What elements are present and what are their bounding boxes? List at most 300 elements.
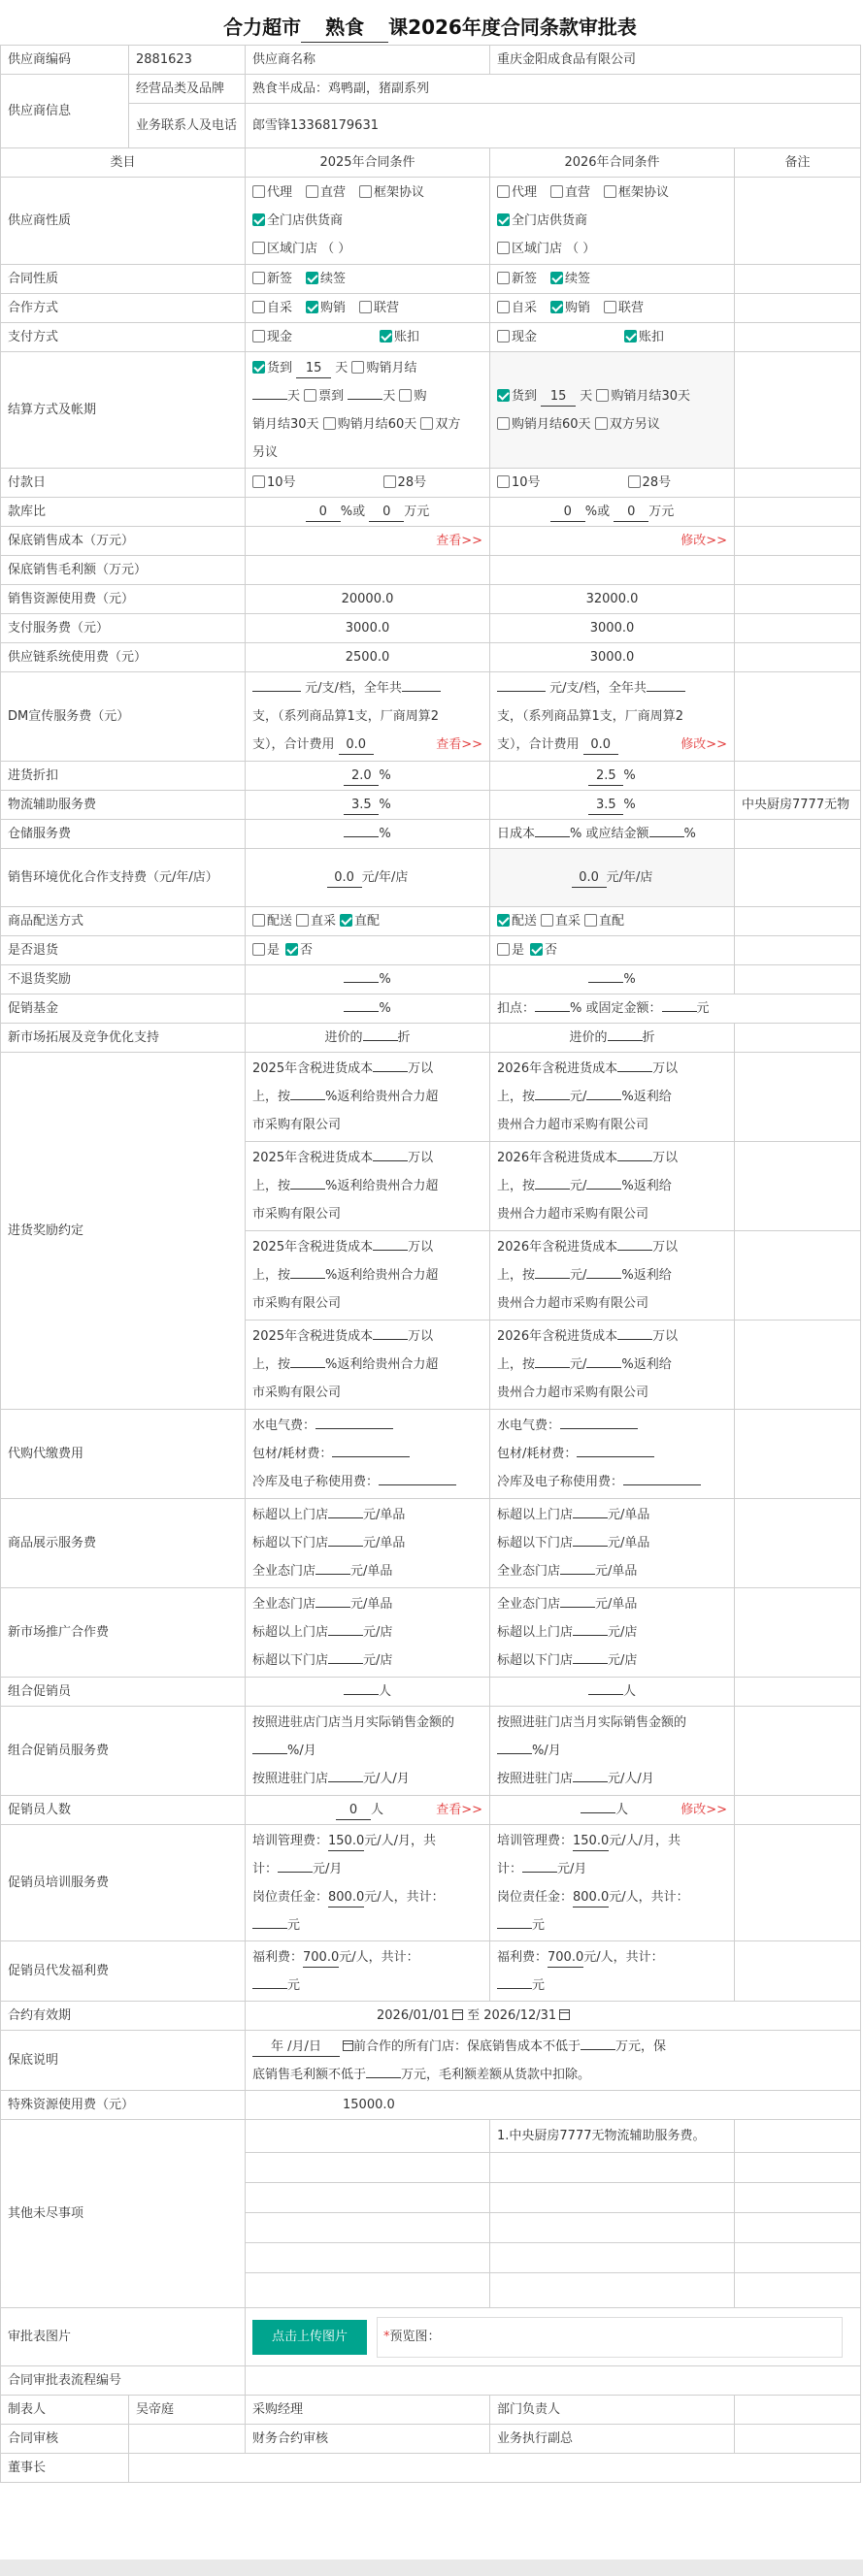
- blank[interactable]: [588, 982, 623, 983]
- blank[interactable]: [315, 1607, 350, 1608]
- date-input[interactable]: 年 /月/日: [252, 2038, 340, 2057]
- blank[interactable]: [328, 1635, 363, 1636]
- rebate-text: %返利给: [621, 1090, 672, 1104]
- blank[interactable]: [662, 1011, 697, 1012]
- env-input[interactable]: 0.0: [327, 869, 362, 888]
- checkbox[interactable]: [595, 417, 608, 430]
- blank[interactable]: [290, 1278, 325, 1279]
- blank[interactable]: [535, 1367, 570, 1368]
- option-label: 28号: [642, 475, 672, 490]
- checkbox-checked[interactable]: [252, 361, 265, 374]
- unit: 元/单品: [350, 1597, 393, 1612]
- checkbox-checked[interactable]: [624, 330, 637, 342]
- blank[interactable]: [328, 1546, 363, 1547]
- checkbox[interactable]: [323, 417, 336, 430]
- checkbox[interactable]: [252, 185, 265, 198]
- deposit-input[interactable]: 800.0: [573, 1889, 609, 1908]
- display-label: 全业态门店: [497, 1564, 561, 1579]
- rebate-text: 万以: [408, 1329, 434, 1344]
- checkbox-checked[interactable]: [497, 213, 510, 226]
- blank[interactable]: [497, 1753, 532, 1754]
- checkbox[interactable]: [497, 330, 510, 342]
- row-pay: 支付方式: [1, 323, 246, 352]
- checkbox[interactable]: [252, 914, 265, 927]
- finance-label: 财务合约审核: [246, 2425, 490, 2454]
- blank[interactable]: [373, 1339, 408, 1340]
- blank[interactable]: [573, 1635, 608, 1636]
- blank[interactable]: [573, 1663, 608, 1664]
- pay-2025: [246, 323, 490, 352]
- checkbox[interactable]: [497, 185, 510, 198]
- dm-text: 元/支/档，全年共: [305, 681, 402, 696]
- ratio-2026: [490, 498, 735, 527]
- calendar-icon[interactable]: [343, 2040, 353, 2051]
- sales-res-2025[interactable]: 20000.0: [246, 585, 490, 614]
- unit: 元/月: [313, 1861, 343, 1876]
- logistics-input[interactable]: 3.5: [344, 797, 379, 815]
- rebate-text: 元/: [570, 1090, 587, 1104]
- dm-text: 支），合计费用: [497, 737, 580, 752]
- logistics-input[interactable]: 3.5: [588, 797, 623, 815]
- note-text: 万元，毛利额差额从货款中扣除。: [401, 2067, 591, 2082]
- checkbox[interactable]: [497, 417, 510, 430]
- supplier-name: 重庆金阳成食品有限公司: [490, 46, 861, 75]
- checkbox[interactable]: [584, 914, 597, 927]
- rebate-text: 上，按: [252, 1268, 291, 1283]
- unit: %或: [584, 505, 611, 519]
- checkbox[interactable]: [541, 914, 553, 927]
- option-label: 代理: [512, 185, 538, 200]
- blank[interactable]: [373, 1160, 408, 1161]
- remark-cell: [735, 1142, 861, 1231]
- other-line[interactable]: [490, 2273, 735, 2308]
- blank[interactable]: [581, 1812, 615, 1813]
- training-label: 培训管理费：: [497, 1833, 574, 1848]
- option-label: % 或应结金额: [570, 827, 649, 841]
- view-link[interactable]: 查看>>: [436, 737, 482, 752]
- row-training: 促销员培训服务费: [1, 1825, 246, 1941]
- blank[interactable]: [315, 1428, 393, 1429]
- sign-cell[interactable]: [129, 2454, 861, 2483]
- days-value[interactable]: 15: [541, 388, 576, 407]
- rebate-text: 2025年含税进货成本: [252, 1061, 374, 1076]
- blank[interactable]: [252, 691, 301, 692]
- rebate-text: %返利给: [621, 1268, 672, 1283]
- blank[interactable]: [573, 1546, 608, 1547]
- blank[interactable]: [402, 691, 441, 692]
- upload-button[interactable]: 点击上传图片: [252, 2320, 367, 2355]
- blank[interactable]: [497, 1928, 532, 1929]
- blank[interactable]: [577, 1456, 654, 1457]
- checkbox[interactable]: [604, 185, 616, 198]
- other-line[interactable]: [490, 2183, 735, 2213]
- blank[interactable]: [573, 1517, 608, 1518]
- checkbox-checked[interactable]: [340, 914, 352, 927]
- checkbox-checked[interactable]: [252, 213, 265, 226]
- rebate-text: %返利给: [621, 1357, 672, 1372]
- remark-cell: [735, 614, 861, 643]
- blank[interactable]: [348, 399, 382, 400]
- approval-table: [0, 45, 861, 2483]
- unit: %: [623, 798, 636, 812]
- blank[interactable]: [560, 1428, 638, 1429]
- remark-cell: [735, 965, 861, 995]
- blank[interactable]: [344, 836, 379, 837]
- option-label: 购销月结60天: [337, 416, 417, 432]
- display-label: 全业态门店: [497, 1597, 561, 1612]
- checkbox[interactable]: [351, 361, 364, 374]
- remark-cell: [735, 352, 861, 469]
- view-link[interactable]: 查看>>: [436, 534, 482, 548]
- return-2026: [490, 936, 735, 965]
- blank[interactable]: [608, 1040, 643, 1041]
- blank[interactable]: [252, 399, 287, 400]
- training-fee-input[interactable]: 150.0: [328, 1833, 364, 1851]
- combo-text: 按照进驻店门店当月实际销售金额的: [252, 1715, 455, 1730]
- unit: 元/人/月，共: [364, 1833, 436, 1848]
- buyer-label: 采购经理: [246, 2396, 490, 2425]
- vp-label: 业务执行副总: [490, 2425, 735, 2454]
- display-label: 标超以下门店: [252, 1653, 329, 1668]
- welfare-input[interactable]: 700.0: [548, 1949, 583, 1968]
- blank[interactable]: [315, 1574, 350, 1575]
- blank[interactable]: [290, 1099, 325, 1100]
- blank[interactable]: [252, 1988, 287, 1989]
- calendar-icon[interactable]: [452, 2009, 463, 2020]
- checkbox-checked[interactable]: [550, 272, 563, 284]
- checkbox-checked[interactable]: [497, 389, 510, 402]
- checkbox[interactable]: [604, 301, 616, 313]
- deposit-input[interactable]: 800.0: [328, 1889, 364, 1908]
- edit-link[interactable]: 修改>>: [680, 534, 727, 548]
- rebate-text: 2026年含税进货成本: [497, 1329, 618, 1344]
- display-label: 标超以上门店: [497, 1508, 574, 1522]
- other-line[interactable]: [246, 2213, 490, 2243]
- sign-cell[interactable]: [129, 2425, 246, 2454]
- blank[interactable]: [560, 1574, 595, 1575]
- checkbox[interactable]: [252, 272, 265, 284]
- logistics-2026: [490, 791, 735, 820]
- end-date[interactable]: 2026/12/31: [483, 2008, 557, 2023]
- sign-cell[interactable]: [735, 2425, 861, 2454]
- welfare-input[interactable]: 700.0: [303, 1949, 339, 1968]
- option-label: 购销月结60天: [512, 416, 591, 432]
- checkbox[interactable]: [252, 330, 265, 342]
- new-ad-2026: [490, 1588, 735, 1678]
- blank[interactable]: [573, 1781, 608, 1782]
- rebate-text: 元/: [570, 1268, 587, 1283]
- blank[interactable]: [535, 836, 570, 837]
- checkbox-checked[interactable]: [530, 943, 543, 956]
- blank[interactable]: [363, 1040, 398, 1041]
- ratio-input[interactable]: 0: [550, 504, 585, 522]
- discount-input[interactable]: 2.0: [344, 767, 379, 786]
- note-text: 底销售毛利额不低于: [252, 2067, 367, 2082]
- display-label: 标超以下门店: [252, 1536, 329, 1550]
- blank[interactable]: [581, 2049, 615, 2050]
- checkbox-checked[interactable]: [380, 330, 392, 342]
- ratio-amount[interactable]: 0: [614, 504, 648, 522]
- checkbox[interactable]: [497, 301, 510, 313]
- rebate-text: 上，按: [252, 1179, 291, 1193]
- warehouse-2025: [246, 820, 490, 849]
- rebate-text: 贵州合力超市采购有限公司: [497, 1207, 649, 1222]
- checkbox[interactable]: [252, 475, 265, 488]
- display-label: 全业态门店: [252, 1597, 316, 1612]
- other-2026[interactable]: 1.中央厨房7777无物流辅助服务费。: [490, 2120, 735, 2153]
- blank[interactable]: [535, 1189, 570, 1190]
- blank[interactable]: [290, 1367, 325, 1368]
- remark-cell: [735, 2243, 861, 2273]
- training-2025: [246, 1825, 490, 1941]
- sales-res-2026[interactable]: 32000.0: [490, 585, 735, 614]
- days-value[interactable]: 15: [296, 360, 331, 378]
- unit: 天: [382, 388, 396, 404]
- display-label: 标超以下门店: [497, 1653, 574, 1668]
- chairman-label: 董事长: [1, 2454, 129, 2483]
- blank[interactable]: [617, 1250, 652, 1251]
- checkbox[interactable]: [252, 242, 265, 254]
- blank[interactable]: [586, 1099, 621, 1100]
- checkbox[interactable]: [304, 389, 316, 402]
- other-line[interactable]: [490, 2213, 735, 2243]
- agency-label: 冷库及电子称使用费：: [252, 1475, 380, 1489]
- ratio-input[interactable]: 0: [306, 504, 341, 522]
- training-label: 岗位责任金：: [252, 1889, 329, 1905]
- unit: 元/年/店: [361, 870, 409, 885]
- unit: %: [379, 827, 391, 841]
- supplier-code-label: 供应商编码: [1, 46, 129, 75]
- checkbox[interactable]: [359, 301, 372, 313]
- view-link[interactable]: 查看>>: [436, 1803, 482, 1817]
- supplier-type-2026: [490, 178, 735, 265]
- blank[interactable]: [617, 1339, 652, 1340]
- agency-label: 包材/耗材费：: [252, 1447, 333, 1461]
- blank[interactable]: [588, 1694, 623, 1695]
- row-pay-service: 支付服务费（元）: [1, 614, 246, 643]
- remark-cell: [735, 527, 861, 556]
- checkbox[interactable]: [252, 943, 265, 956]
- other-line[interactable]: [246, 2273, 490, 2308]
- checkbox[interactable]: [497, 272, 510, 284]
- no-return-2025: [246, 965, 490, 995]
- discount-input[interactable]: 2.5: [588, 767, 623, 786]
- contract-type-2025: [246, 265, 490, 294]
- welfare-2026: [490, 1941, 735, 2002]
- checkbox[interactable]: [596, 389, 609, 402]
- ratio-amount[interactable]: 0: [369, 504, 404, 522]
- blank[interactable]: [373, 1071, 408, 1072]
- rebate-text: 2026年含税进货成本: [497, 1061, 618, 1076]
- other-line[interactable]: [490, 2153, 735, 2183]
- blank[interactable]: [623, 1484, 701, 1485]
- preview-label: 预览图：: [389, 2329, 441, 2344]
- calendar-icon[interactable]: [559, 2009, 570, 2020]
- row-new-market: 新市场拓展及竞争优化支持: [1, 1024, 246, 1053]
- checkbox[interactable]: [497, 242, 510, 254]
- checkbox[interactable]: [306, 185, 318, 198]
- rebate-2025: [246, 1321, 490, 1410]
- checkbox[interactable]: [628, 475, 641, 488]
- coop-2025: [246, 294, 490, 323]
- row-sales-res: 销售资源使用费（元）: [1, 585, 246, 614]
- checkbox-checked[interactable]: [306, 272, 318, 284]
- option-label: 自采: [267, 301, 293, 315]
- other-line[interactable]: [246, 2183, 490, 2213]
- blank[interactable]: [344, 1694, 379, 1695]
- blank[interactable]: [586, 1367, 621, 1368]
- other-line[interactable]: [246, 2243, 490, 2273]
- row-combo-fee: 组合促销员服务费: [1, 1707, 246, 1796]
- option-label: 购销月结: [366, 360, 417, 375]
- bottom-scrollbar[interactable]: [0, 2560, 863, 2576]
- training-fee-input[interactable]: 150.0: [573, 1833, 609, 1851]
- checkbox[interactable]: [497, 475, 510, 488]
- checkbox-checked[interactable]: [550, 301, 563, 313]
- agency-2025: [246, 1410, 490, 1499]
- cell: [246, 556, 490, 585]
- option-label: 否: [300, 943, 314, 958]
- edit-link[interactable]: 修改>>: [680, 737, 727, 752]
- blank[interactable]: [328, 1781, 363, 1782]
- start-date[interactable]: 2026/01/01: [377, 2008, 449, 2023]
- blank[interactable]: [252, 1928, 287, 1929]
- unit: 元/人/月，共: [609, 1833, 680, 1848]
- checkbox[interactable]: [497, 943, 510, 956]
- col-2025: 2025年合同条件: [246, 148, 490, 178]
- checkbox-checked[interactable]: [285, 943, 298, 956]
- special-value[interactable]: 15000.0: [246, 2091, 861, 2120]
- blank[interactable]: [497, 691, 546, 692]
- row-welfare: 促销员代发福利费: [1, 1941, 246, 2002]
- promo-fund-2026: [490, 995, 861, 1024]
- option-label: 购: [414, 388, 427, 404]
- option-label: 新签: [267, 272, 293, 286]
- blank[interactable]: [366, 2077, 401, 2078]
- supply-chain-2026[interactable]: 3000.0: [490, 643, 735, 672]
- unit: 折: [397, 1030, 411, 1045]
- dm-total[interactable]: 0.0: [583, 736, 618, 755]
- blank[interactable]: [328, 1663, 363, 1664]
- pay-service-2025[interactable]: 3000.0: [246, 614, 490, 643]
- remark-cell: [735, 469, 861, 498]
- option-label: 自采: [512, 301, 538, 315]
- range-separator: 至: [467, 2008, 481, 2023]
- other-2025[interactable]: [246, 2120, 490, 2153]
- checkbox[interactable]: [296, 914, 309, 927]
- combo-fee-2025: [246, 1707, 490, 1796]
- blank[interactable]: [647, 691, 685, 692]
- rebate-text: 2025年含税进货成本: [252, 1151, 374, 1165]
- option-label: 购销月结30天: [611, 388, 690, 404]
- blank[interactable]: [278, 1872, 313, 1873]
- payday-2026: [490, 469, 735, 498]
- checkbox[interactable]: [252, 301, 265, 313]
- unit: %: [379, 972, 391, 987]
- env-input[interactable]: 0.0: [572, 869, 607, 888]
- blank[interactable]: [522, 1872, 557, 1873]
- combo-2026: [490, 1678, 735, 1707]
- blank[interactable]: [617, 1160, 652, 1161]
- checkbox[interactable]: [399, 389, 412, 402]
- remark-cell: [735, 556, 861, 585]
- rebate-text: 万以: [408, 1061, 434, 1076]
- checkbox[interactable]: [420, 417, 433, 430]
- supply-chain-2025[interactable]: 2500.0: [246, 643, 490, 672]
- blank[interactable]: [649, 836, 684, 837]
- blank[interactable]: [535, 1099, 570, 1100]
- blank[interactable]: [344, 1011, 379, 1012]
- unit: 元/人/月: [608, 1772, 654, 1786]
- pay-service-2026[interactable]: 3000.0: [490, 614, 735, 643]
- option-label: 续签: [565, 272, 591, 286]
- checkbox-checked[interactable]: [497, 914, 510, 927]
- combo-text: 按照进驻门店: [497, 1772, 574, 1786]
- rebate-text: 市采购有限公司: [252, 1118, 342, 1132]
- remark-cell: [735, 1053, 861, 1142]
- combo-fee-2026: [490, 1707, 735, 1796]
- rebate-text: 2026年含税进货成本: [497, 1151, 618, 1165]
- checkbox[interactable]: [383, 475, 396, 488]
- option-label: 区域门店: [267, 242, 318, 256]
- option-label: 框架协议: [618, 185, 670, 200]
- rebate-2025: [246, 1053, 490, 1142]
- dm-total[interactable]: 0.0: [339, 736, 374, 755]
- blank[interactable]: [586, 1189, 621, 1190]
- sign-cell[interactable]: [735, 2396, 861, 2425]
- blank[interactable]: [535, 1011, 570, 1012]
- promoter-count-input[interactable]: 0: [336, 1802, 371, 1820]
- rebate-text: 2025年含税进货成本: [252, 1240, 374, 1255]
- unit: 人: [371, 1803, 384, 1817]
- blank[interactable]: [617, 1071, 652, 1072]
- rebate-text: 上，按: [497, 1268, 536, 1283]
- other-line[interactable]: [490, 2243, 735, 2273]
- option-label: 票到: [318, 388, 345, 404]
- unit: 元/人，共计：: [364, 1889, 445, 1905]
- blank[interactable]: [290, 1189, 325, 1190]
- unit: %或: [340, 505, 366, 519]
- row-coop: 合作方式: [1, 294, 246, 323]
- blank[interactable]: [332, 1456, 410, 1457]
- option-label: 区域门店: [512, 242, 563, 256]
- blank[interactable]: [328, 1517, 363, 1518]
- other-line[interactable]: [246, 2153, 490, 2183]
- remark-cell: [735, 2120, 861, 2153]
- remark-cell: [735, 178, 861, 265]
- approval-no-value[interactable]: [246, 2366, 861, 2396]
- unit: 人: [615, 1803, 629, 1817]
- col-2026: 2026年合同条件: [490, 148, 735, 178]
- blank[interactable]: [497, 1988, 532, 1989]
- edit-link[interactable]: 修改>>: [680, 1803, 727, 1817]
- blank[interactable]: [535, 1278, 570, 1279]
- remark-cell: [735, 585, 861, 614]
- blank[interactable]: [586, 1278, 621, 1279]
- blank[interactable]: [373, 1250, 408, 1251]
- blank[interactable]: [344, 982, 379, 983]
- remark-cell: [735, 2213, 861, 2243]
- option-label: 新签: [512, 272, 538, 286]
- checkbox[interactable]: [359, 185, 372, 198]
- blank[interactable]: [252, 1753, 287, 1754]
- option-label: （ ）: [566, 242, 596, 256]
- checkbox[interactable]: [550, 185, 563, 198]
- blank[interactable]: [560, 1607, 595, 1608]
- blank[interactable]: [379, 1484, 456, 1485]
- checkbox-checked[interactable]: [306, 301, 318, 313]
- unit: %: [623, 972, 636, 987]
